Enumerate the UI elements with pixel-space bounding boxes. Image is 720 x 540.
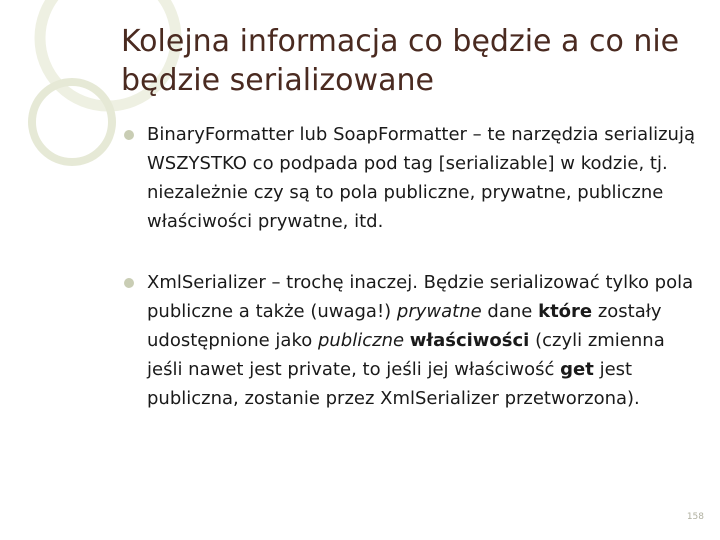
- bold-run-get: get: [560, 359, 594, 380]
- bullet-list: [124, 120, 702, 413]
- italic-run-prywatne: prywatne: [396, 301, 482, 322]
- bold-run-ktore: które: [538, 301, 593, 322]
- bullet-item-xml-serializer: [124, 268, 702, 413]
- slide-title: Kolejna informacja co będzie a co nie będzie serializowane: [121, 24, 680, 98]
- text-run: (czyli zmienna jeśli nawet jest private, to jeśli jej właściwość: [147, 330, 665, 380]
- italic-run-publiczne: publiczne: [317, 330, 405, 351]
- bullet-text: [147, 272, 693, 409]
- bullet-text: BinaryFormatter lub SoapFormatter – te narzędzia serializują WSZYSTKO co podpada pod tag [serializable] w kodzie, tj. niezależnie czy są to pola publiczne, prywatne, publiczne właściwości prywatne, itd.: [147, 124, 695, 232]
- text-run: dane: [481, 301, 539, 322]
- text-run: jest publiczna, zostanie przez XmlSerializer przetworzona).: [147, 359, 640, 409]
- text-run: zostały udostępnione jako: [147, 301, 662, 351]
- bullet-item-binary-formatter: [124, 120, 702, 236]
- page-number: 158: [686, 512, 704, 522]
- text-run: XmlSerializer – trochę inaczej. Będzie serializować tylko pola publiczne a także (uwaga!): [147, 272, 694, 322]
- bullet-icon: [124, 278, 134, 288]
- bullet-icon: [124, 130, 134, 140]
- bold-run-wlasciwosci: właściwości: [409, 330, 530, 351]
